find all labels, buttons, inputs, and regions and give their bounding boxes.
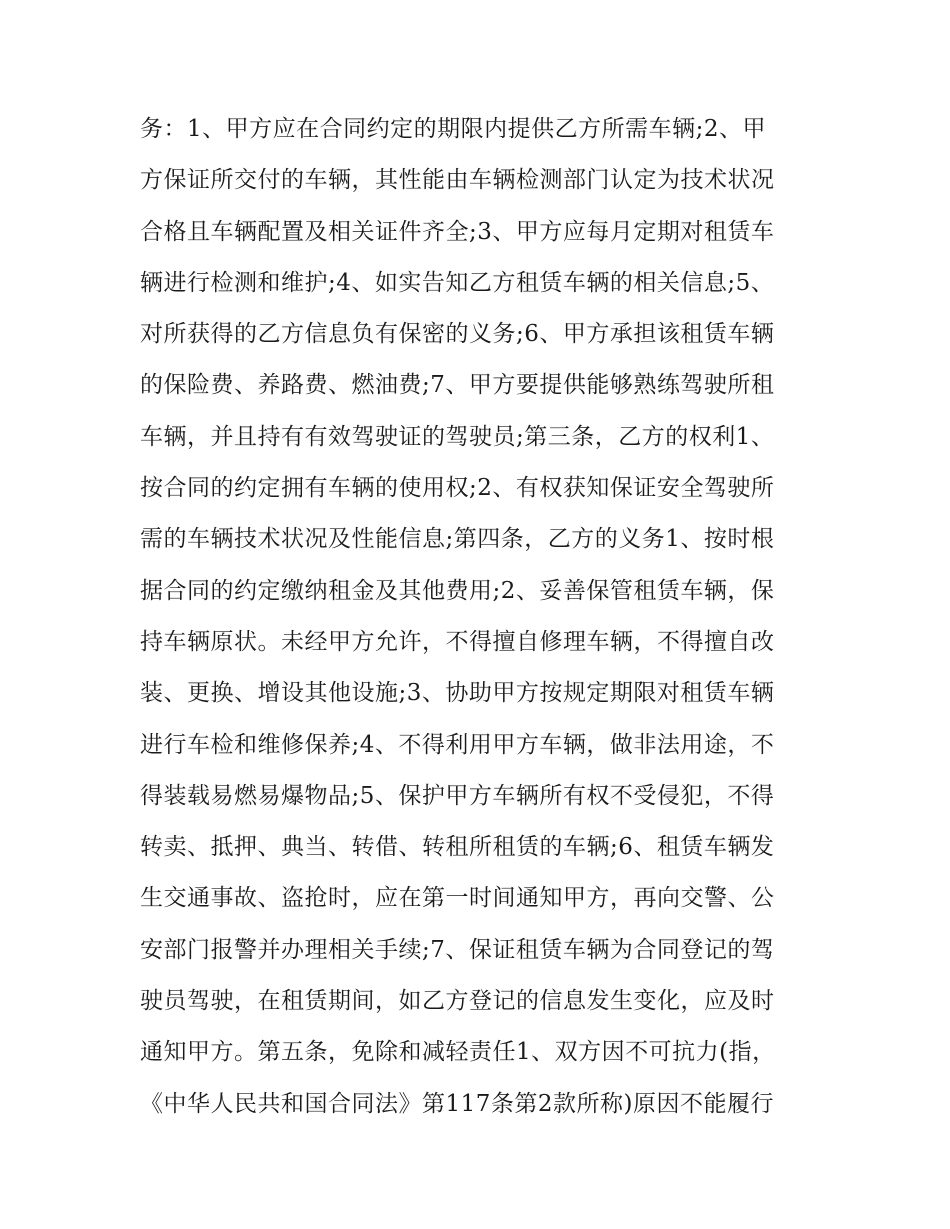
text-line: 的保险费、养路费、燃油费;7、甲方要提供能够熟练驾驶所租 [140, 372, 775, 399]
text-line: 《中华人民共和国合同法》第117条第2款所称)原因不能履行 [140, 1090, 775, 1117]
text-line: 通知甲方。第五条，免除和减轻责任1、双方因不可抗力(指， [140, 1039, 776, 1066]
text-line: 方保证所交付的车辆，其性能由车辆检测部门认定为技术状况 [140, 167, 775, 194]
text-line: 辆进行检测和维护;4、如实告知乙方租赁车辆的相关信息;5、 [140, 269, 775, 296]
text-line: 对所获得的乙方信息负有保密的义务;6、甲方承担该租赁车辆 [140, 321, 775, 348]
text-line: 生交通事故、盗抢时，应在第一时间通知甲方，再向交警、公 [140, 885, 775, 912]
text-line: 转卖、抵押、典当、转借、转租所租赁的车辆;6、租赁车辆发 [140, 834, 775, 861]
text-line: 按合同的约定拥有车辆的使用权;2、有权获知保证安全驾驶所 [140, 475, 775, 502]
contract-body-text [140, 104, 820, 1130]
text-line: 进行车检和维修保养;4、不得利用甲方车辆，做非法用途，不 [140, 731, 775, 758]
text-line: 驶员驾驶，在租赁期间，如乙方登记的信息发生变化，应及时 [140, 988, 775, 1015]
text-line: 据合同的约定缴纳租金及其他费用;2、妥善保管租赁车辆，保 [140, 577, 775, 604]
text-line: 安部门报警并办理相关手续;7、保证租赁车辆为合同登记的驾 [140, 936, 775, 963]
text-line: 持车辆原状。未经甲方允许，不得擅自修理车辆，不得擅自改 [140, 628, 775, 655]
text-line: 务：1、甲方应在合同约定的期限内提供乙方所需车辆;2、甲 [140, 116, 767, 142]
text-line: 需的车辆技术状况及性能信息;第四条，乙方的义务1、按时根 [140, 526, 775, 553]
text-line: 装、更换、增设其他设施;3、协助甲方按规定期限对租赁车辆 [140, 680, 775, 707]
text-line: 车辆，并且持有有效驾驶证的驾驶员;第三条，乙方的权利1、 [140, 423, 775, 450]
text-line: 得装载易燃易爆物品;5、保护甲方车辆所有权不受侵犯，不得 [140, 782, 775, 809]
text-line: 合格且车辆配置及相关证件齐全;3、甲方应每月定期对租赁车 [140, 218, 775, 245]
